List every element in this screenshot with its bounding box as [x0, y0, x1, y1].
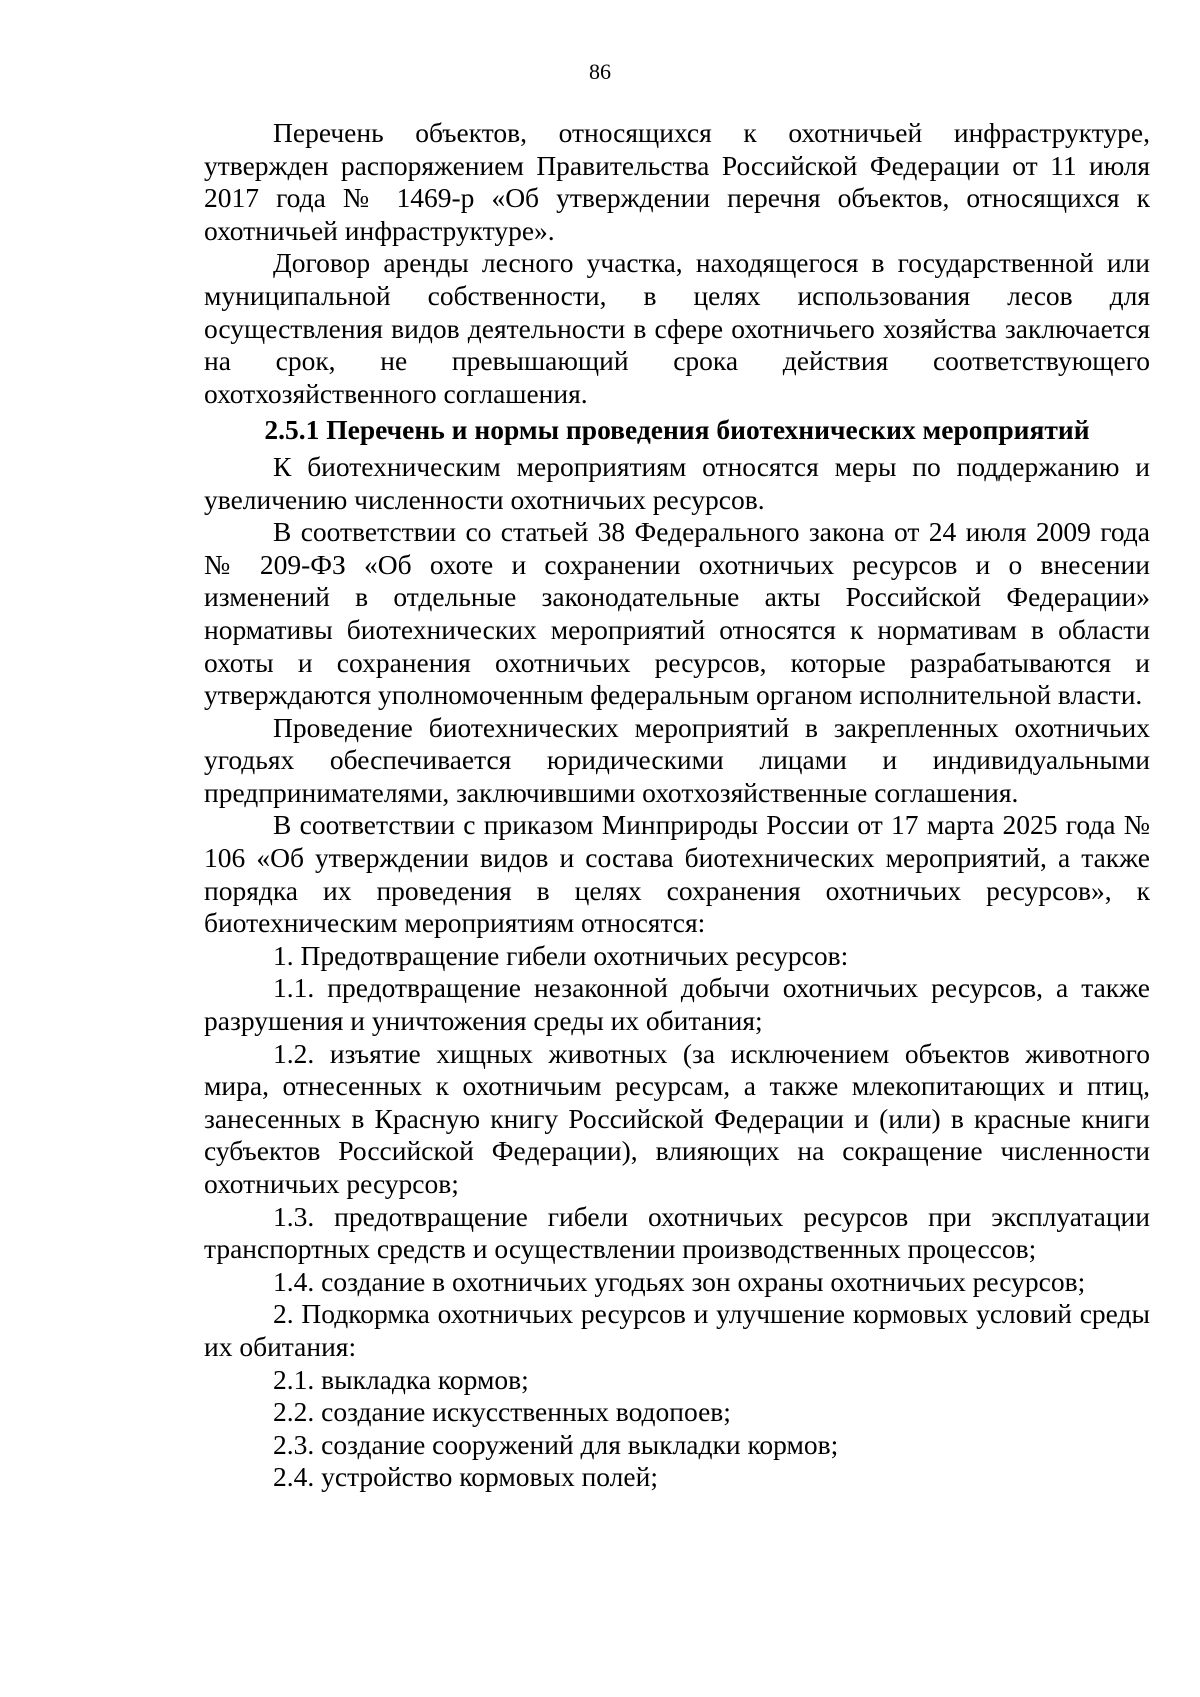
paragraph: К биотехническим мероприятиям относятся меры по поддержанию и увеличению численности охотничьих ресурсов.	[204, 450, 1150, 515]
list-item: 2.2. создание искусственных водопоев;	[273, 1396, 731, 1428]
list-item: 2.4. устройство кормовых полей;	[273, 1461, 658, 1493]
paragraph: Проведение биотехнических мероприятий в закрепленных охотничьих угодьях обеспечивается юридическими лицами и индивидуальными предпринимателями, заключившими охотхозяйственные соглашения.	[204, 711, 1150, 808]
list-item: 2.3. создание сооружений для выкладки кормов;	[273, 1428, 839, 1460]
list-item: 1. Предотвращение гибели охотничьих ресурсов:	[273, 939, 849, 971]
list-item: 1.4. создание в охотничьих угодьях зон охраны охотничьих ресурсов;	[273, 1265, 1086, 1297]
list-item: 2. Подкормка охотничьих ресурсов и улучшение кормовых условий среды их обитания:	[204, 1298, 1150, 1362]
section-heading: 2.5.1 Перечень и нормы проведения биотехнических мероприятий	[264, 414, 1090, 446]
page-number: 86	[589, 59, 611, 84]
list-item: 1.3. предотвращение гибели охотничьих ресурсов при эксплуатации транспортных средств и осуществлении производственных процессов;	[204, 1200, 1150, 1265]
paragraph: Перечень объектов, относящихся к охотничьей инфраструктуре, утвержден распоряжением Правительства Российской Федерации от 11 июля 2017 года № 1469-р «Об утверждении перечня объектов, относящихся к охотничьей инфраструктуре».	[204, 117, 1150, 246]
document-body	[204, 117, 1150, 1494]
list-item: 1.2. изъятие хищных животных (за исключением объектов животного мира, отнесенных к охотничьим ресурсам, а также млекопитающих и птиц, занесенных в Красную книгу Российской Федерации и (или) в красные книги субъектов Российской Федерации), влияющих на сокращение численности охотничьих ресурсов;	[204, 1037, 1150, 1199]
paragraph: В соответствии со статьей 38 Федерального закона от 24 июля 2009 года № 209-ФЗ «Об охоте и сохранении охотничьих ресурсов и о внесении изменений в отдельные законодательные акты Российской Федерации» нормативы биотехнических мероприятий относятся к нормативам в области охоты и сохранения охотничьих ресурсов, которые разрабатываются и утверждаются уполномоченным федеральным органом исполнительной власти.	[204, 516, 1150, 711]
list-item: 1.1. предотвращение незаконной добычи охотничьих ресурсов, а также разрушения и уничтожения среды их обитания;	[204, 972, 1150, 1037]
paragraph: В соответствии с приказом Минприроды России от 17 марта 2025 года № 106 «Об утверждении видов и состава биотехнических мероприятий, а также порядка их проведения в целях сохранения охотничьих ресурсов», к биотехническим мероприятиям относятся:	[204, 809, 1150, 939]
paragraph: Договор аренды лесного участка, находящегося в государственной или муниципальной собственности, в целях использования лесов для осуществления видов деятельности в сфере охотничьего хозяйства заключается на срок, не превышающий срока действия соответствующего охотхозяйственного соглашения.	[204, 247, 1150, 409]
list-item: 2.1. выкладка кормов;	[273, 1363, 529, 1395]
